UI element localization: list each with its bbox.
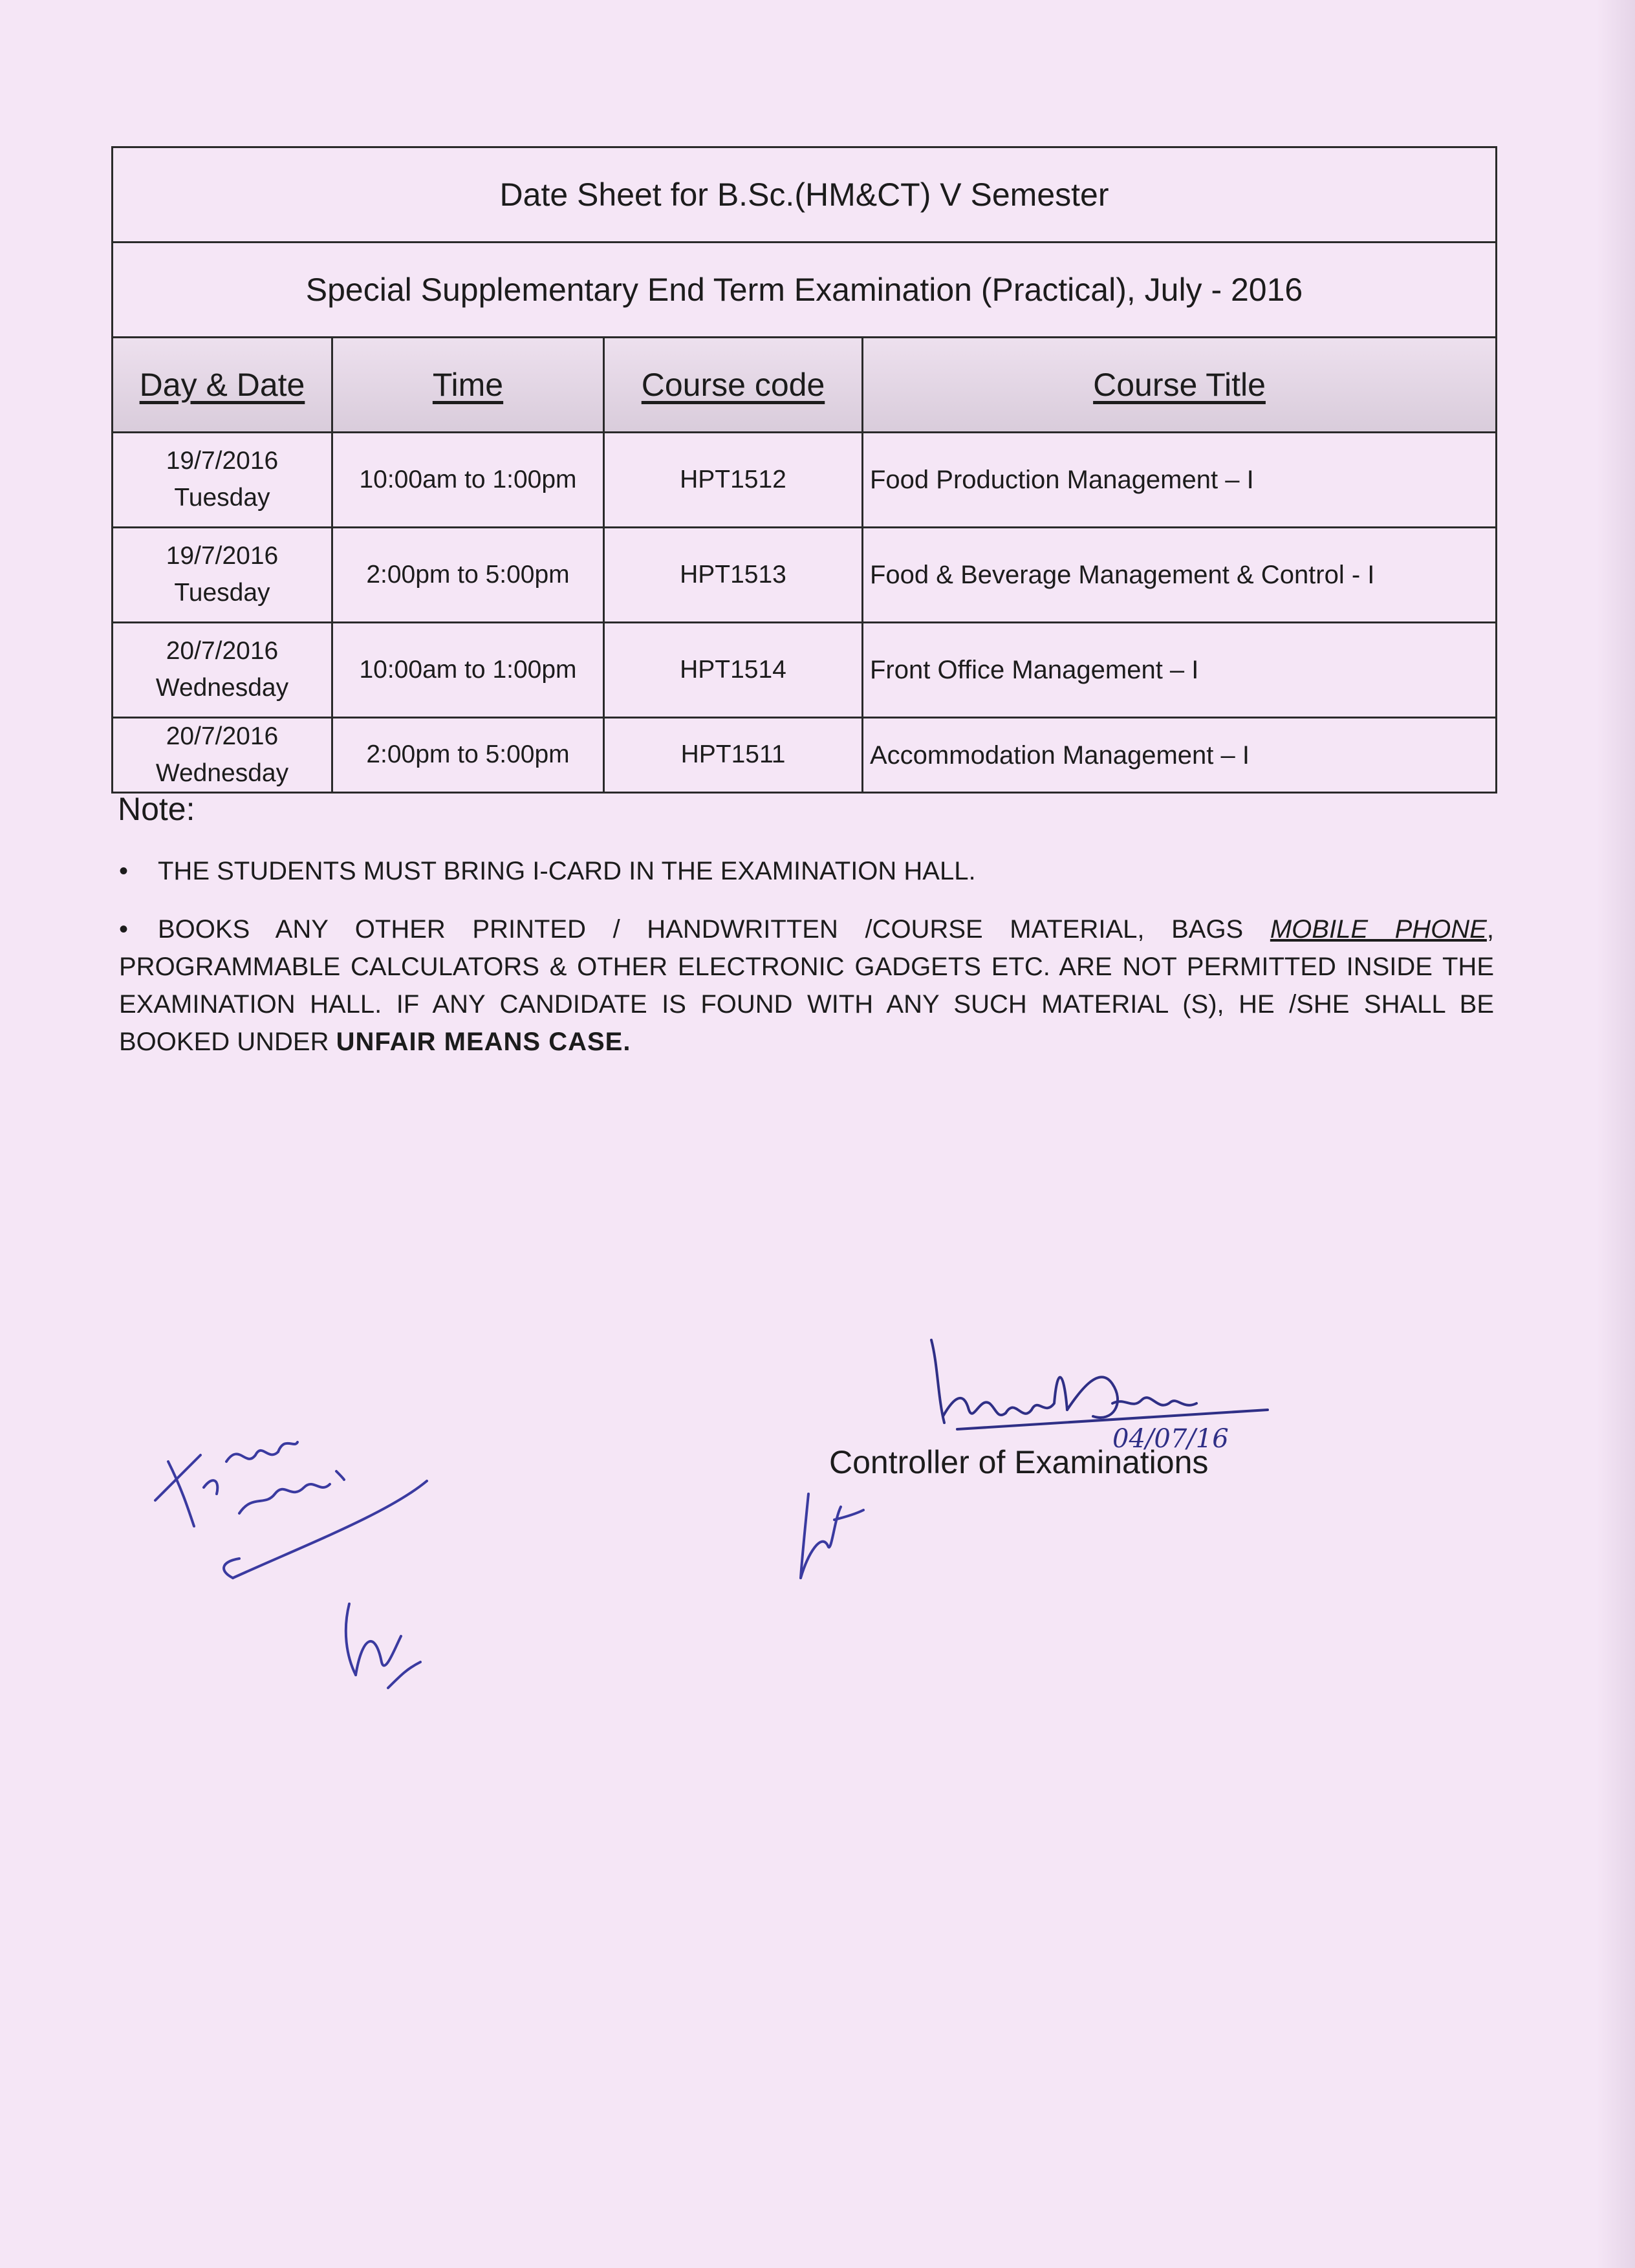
table-row	[113, 433, 1497, 528]
course-title-cell: Food Production Management – I	[863, 433, 1497, 528]
course-title-cell: Front Office Management – I	[863, 623, 1497, 718]
initial-mark	[789, 1481, 867, 1584]
table-row	[113, 528, 1497, 623]
title-row	[113, 147, 1497, 243]
left-signature	[142, 1416, 453, 1714]
weekday-text: Wednesday	[155, 759, 289, 787]
date-text: 19/7/2016	[166, 542, 279, 570]
day-date-cell	[113, 528, 332, 623]
day-date-cell	[113, 433, 332, 528]
course-title-cell: Food & Beverage Management & Control - I	[863, 528, 1497, 623]
note-bullet-icard	[119, 852, 1494, 890]
weekday-text: Tuesday	[174, 484, 270, 512]
note-bullet-text: THE STUDENTS MUST BRING I-CARD IN THE EXAMINATION HALL.	[158, 857, 976, 885]
time-cell: 10:00am to 1:00pm	[332, 623, 604, 718]
date-text: 20/7/2016	[166, 722, 279, 750]
unfair-means-emphasis: UNFAIR MEANS CASE.	[336, 1028, 631, 1056]
day-date-cell	[113, 718, 332, 793]
course-code-cell: HPT1512	[604, 433, 863, 528]
controller-designation: Controller of Examinations	[829, 1444, 1209, 1480]
subtitle-row	[113, 243, 1497, 338]
exam-subtitle: Special Supplementary End Term Examination (Practical), July - 2016	[113, 243, 1497, 338]
table-row	[113, 623, 1497, 718]
col-header-course-title: Course Title	[863, 338, 1497, 433]
day-date-cell	[113, 623, 332, 718]
course-code-cell: HPT1511	[604, 718, 863, 793]
column-header-row	[113, 338, 1497, 433]
controller-signature	[918, 1326, 1281, 1455]
note-bullet-text-middle: , PROGRAMMABLE CALCULATORS & OTHER ELECTRONIC GADGETS ETC. ARE NOT PERMITTED INSIDE THE EXAMINATION HALL. IF ANY CANDIDATE IS FOUND WITH ANY SUCH MATERIAL (S), HE /SHE SHALL BE BOOKED UNDER	[119, 915, 1494, 1056]
table-row	[113, 718, 1497, 793]
col-header-day-date: Day & Date	[113, 338, 332, 433]
date-sheet-table	[111, 146, 1497, 794]
col-header-course-code: Course code	[604, 338, 863, 433]
bullet-icon: •	[119, 857, 129, 885]
document-title: Date Sheet for B.Sc.(HM&CT) V Semester	[113, 147, 1497, 243]
weekday-text: Tuesday	[174, 579, 270, 607]
note-bullet-text-start: BOOKS ANY OTHER PRINTED / HANDWRITTEN /COURSE MATERIAL, BAGS	[158, 915, 1244, 944]
course-code-cell: HPT1513	[604, 528, 863, 623]
col-header-time: Time	[332, 338, 604, 433]
note-heading: Note:	[118, 791, 195, 827]
date-text: 19/7/2016	[166, 447, 279, 475]
time-cell: 2:00pm to 5:00pm	[332, 528, 604, 623]
note-bullet-prohibited-items	[119, 911, 1494, 1061]
paper-edge-shadow	[1596, 0, 1635, 2268]
time-cell: 10:00am to 1:00pm	[332, 433, 604, 528]
mobile-phone-emphasis: MOBILE PHONE	[1270, 915, 1487, 944]
date-text: 20/7/2016	[166, 637, 279, 665]
time-cell: 2:00pm to 5:00pm	[332, 718, 604, 793]
bullet-icon: •	[119, 915, 129, 944]
weekday-text: Wednesday	[155, 674, 289, 702]
course-code-cell: HPT1514	[604, 623, 863, 718]
signature-date: 04/07/16	[1112, 1424, 1229, 1454]
course-title-cell: Accommodation Management – I	[863, 718, 1497, 793]
